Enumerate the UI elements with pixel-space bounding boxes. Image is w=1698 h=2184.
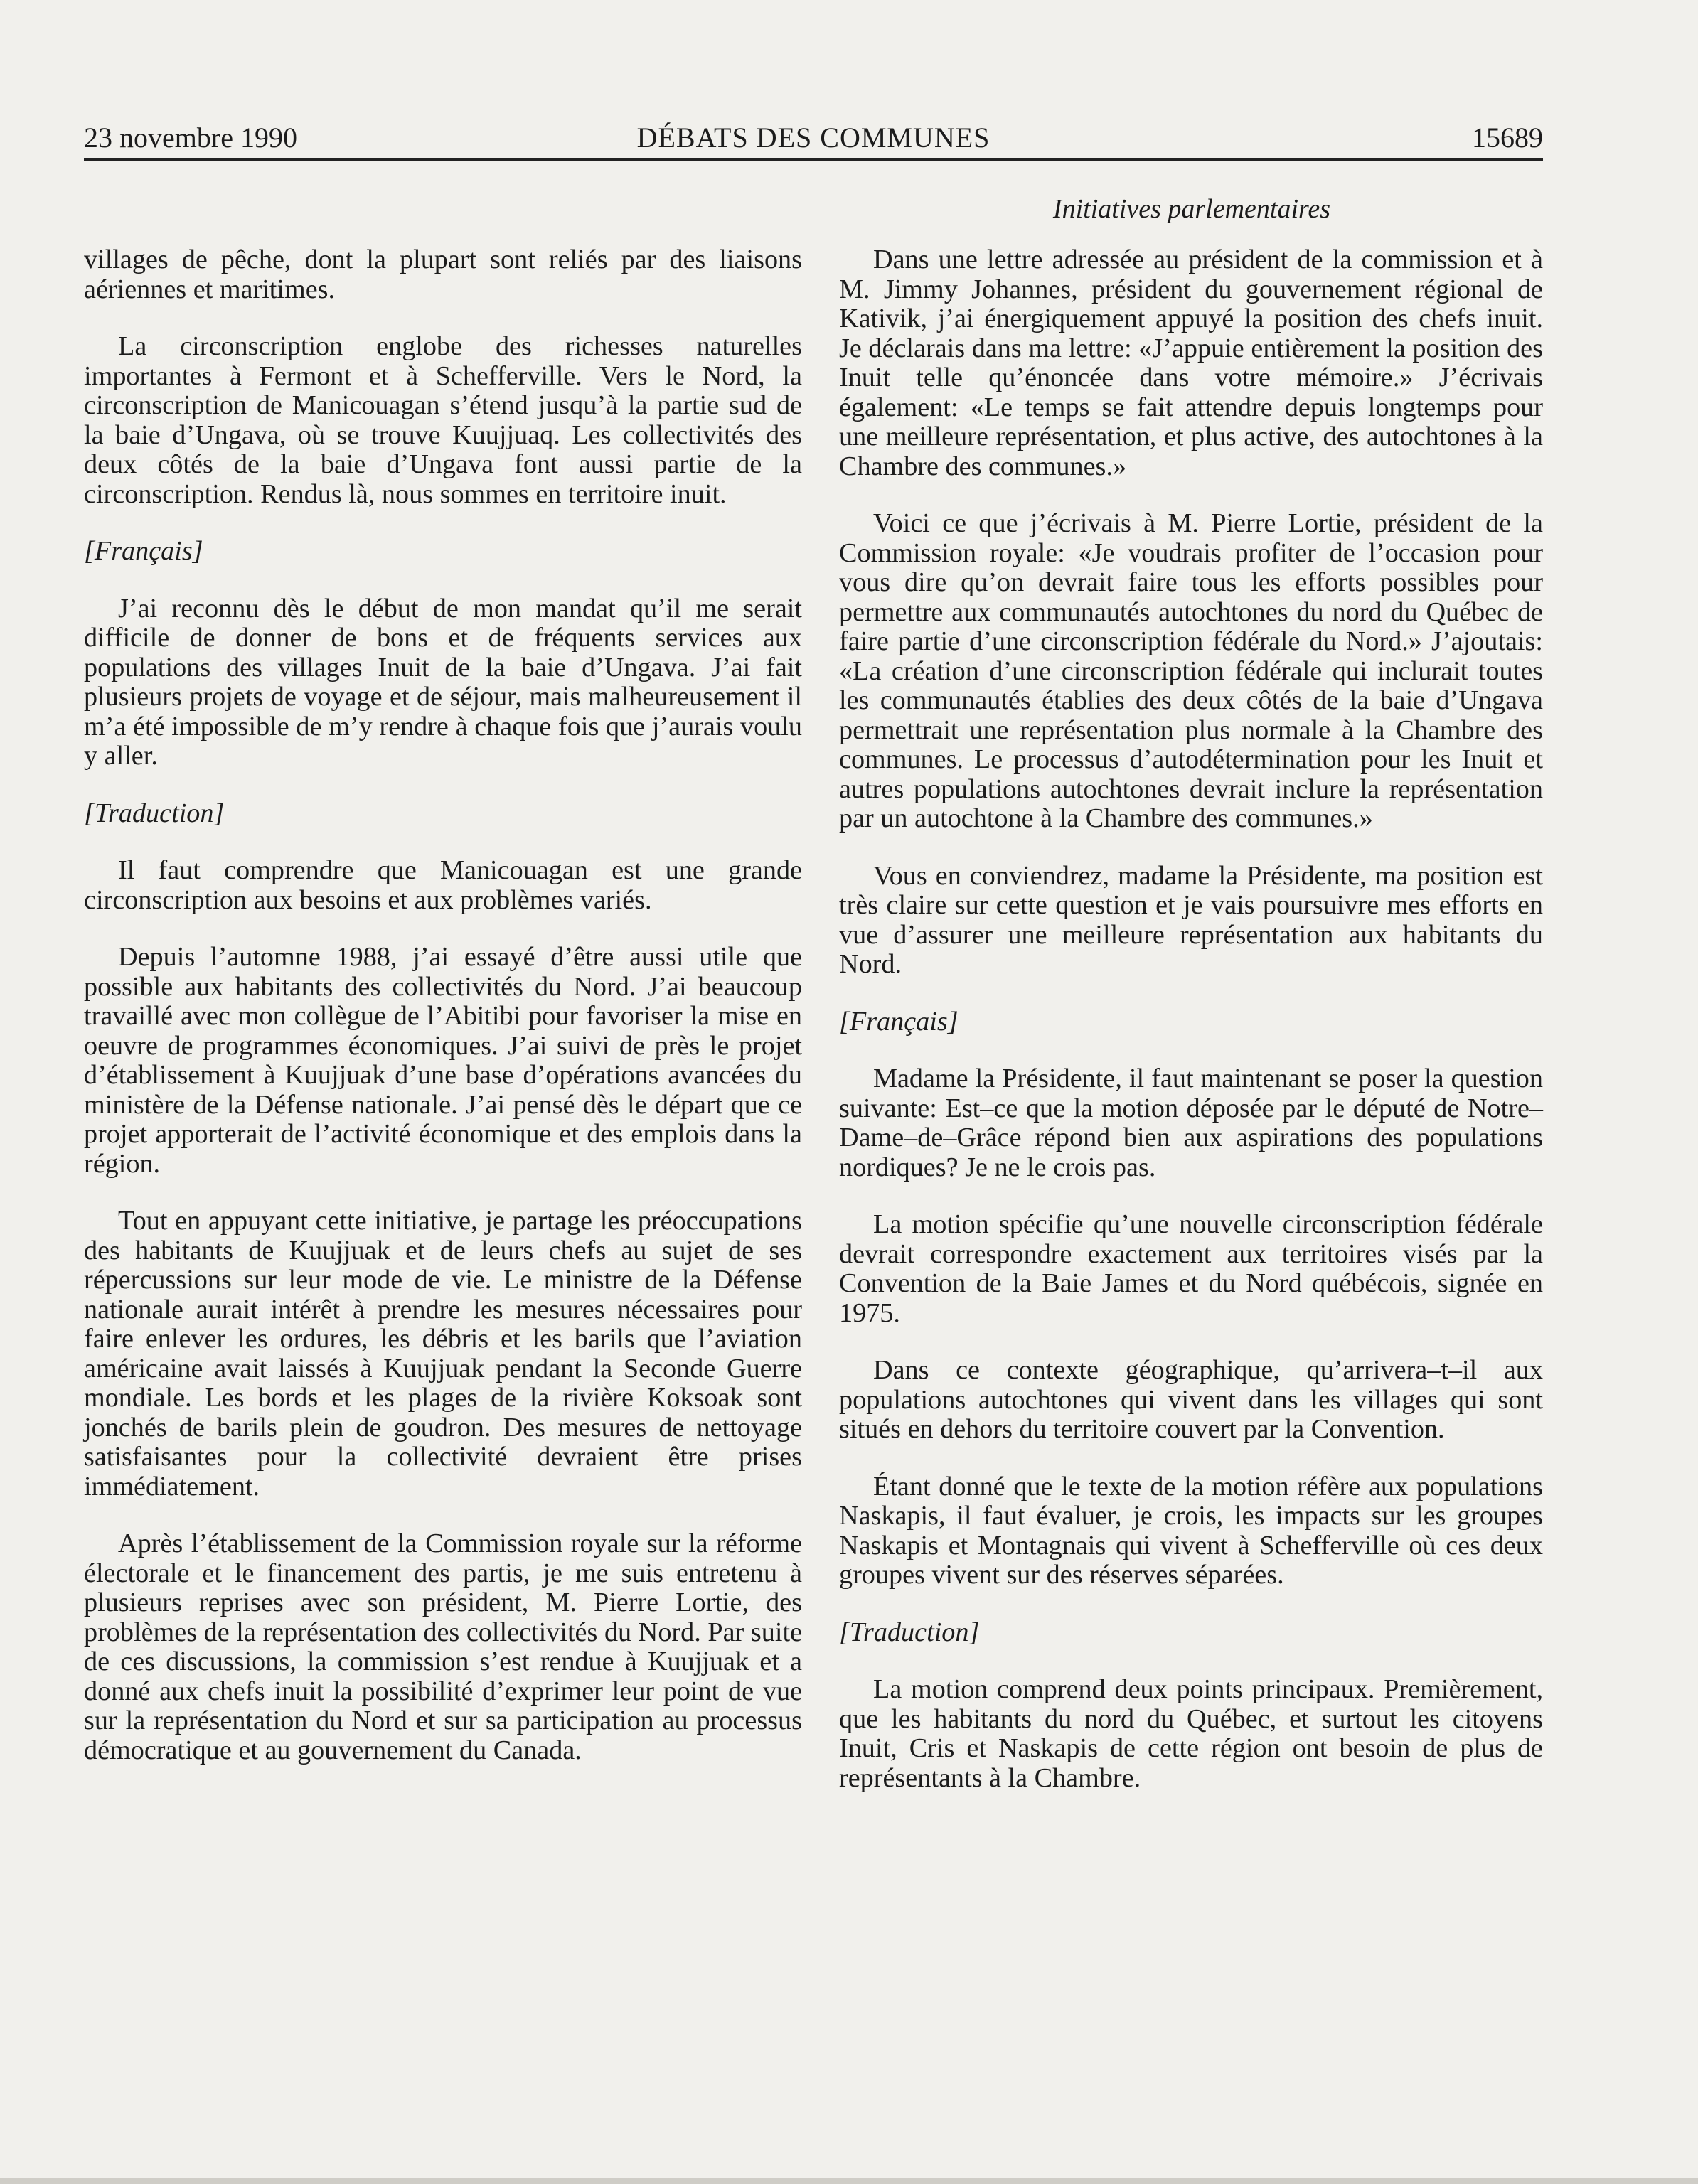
left-column [84,245,802,1793]
paragraph: Madame la Présidente, il faut maintenant se poser la question suivante: Est–ce que la motion déposée par le député de Notre–Dame–de–Grâce répond bien aux aspirations des populations nordiques? Je ne le crois pas. [839,1064,1543,1182]
paragraph: Dans une lettre adressée au président de la commission et à M. Jimmy Johannes, président du gouvernement régional de Kativik, j’ai énergiquement appuyé la position des chefs inuit. Je déclarais dans ma lettre: «J’appuie entièrement la position des Inuit telle qu’énoncée dans votre mémoire.» J’écrivais également: «Le temps se fait attendre depuis longtemps pour une meilleure représentation, et plus active, des autochtones à la Chambre des communes.» [839,245,1543,481]
paragraph: Dans ce contexte géographique, qu’arrivera–t–il aux populations autochtones qui vivent dans les villages qui sont situés en dehors du territoire couvert par la Convention. [839,1355,1543,1444]
paragraph: Après l’établissement de la Commission royale sur la réforme électorale et le financement des partis, je me suis entretenu à plusieurs reprises avec son président, M. Pierre Lortie, des problèmes de la représentation des collectivités du Nord. Par suite de ces discussions, la commission s’est rendue à Kuujjuak et a donné aux chefs inuit la possibilité d’exprimer leur point de vue sur la représentation du Nord et sur sa participation au processus démocratique et au gouvernement du Canada. [84,1529,802,1765]
paragraph: La circonscription englobe des richesses naturelles importantes à Fermont et à Schefferville. Vers le Nord, la circonscription de Manicouagan s’étend jusqu’à la partie sud de la baie d’Ungava, où se trouve Kuujjuaq. Les collectivités des deux côtés de la baie d’Ungava font aussi partie de la circonscription. Rendus là, nous sommes en territoire inuit. [84,331,802,509]
paragraph: Voici ce que j’écrivais à M. Pierre Lortie, président de la Commission royale: «Je voudrais profiter de l’occasion pour vous dire qu’on devrait faire tous les efforts possibles pour permettre aux communautés autochtones du nord du Québec de faire partie d’une circonscription fédérale du Nord.» J’ajoutais: «La création d’une circonscription fédérale qui inclurait toutes les communautés établies des deux côtés de la baie d’Ungava permettrait une représentation plus normale à la Chambre des communes. Le processus d’autodétermination pour les Inuit et autres populations autochtones devrait inclure la représentation par un autochtone à la Chambre des communes.» [839,508,1543,833]
paragraph: La motion spécifie qu’une nouvelle circonscription fédérale devrait correspondre exactement aux territoires visés par la Convention de la Baie James et du Nord québécois, signée en 1975. [839,1209,1543,1328]
paragraph: La motion comprend deux points principaux. Premièrement, que les habitants du nord du Québec, et surtout les citoyens Inuit, Cris et Naskapis de cette région ont besoin de plus de représentants à la Chambre. [839,1674,1543,1793]
paragraph: Vous en conviendrez, madame la Présidente, ma position est très claire sur cette question et je vais poursuivre mes efforts en vue d’assurer une meilleure représentation aux habitants du Nord. [839,860,1543,979]
paragraph: J’ai reconnu dès le début de mon mandat qu’il me serait difficile de donner de bons et de fréquents services aux populations des villages Inuit de la baie d’Ungava. J’ai fait plusieurs projets de voyage et de séjour, mais malheureusement il m’a été impossible de m’y rendre à chaque fois que j’aurais voulu y aller. [84,593,802,771]
right-column [839,245,1543,1821]
section-label: Initiatives parlementaires [1052,194,1331,224]
paragraph: Depuis l’automne 1988, j’ai essayé d’être aussi utile que possible aux habitants des collectivités du Nord. J’ai beaucoup travaillé avec mon collègue de l’Abitibi pour favoriser la mise en oeuvre de programmes économiques. J’ai suivi de près le projet d’établissement à Kuujjuak d’une base d’opérations avancées du ministère de la Défense nationale. J’ai pensé dès le départ que ce projet apporterait de l’activité économique et des emplois dans la région. [84,942,802,1179]
header-date: 23 novembre 1990 [84,122,297,154]
paragraph: villages de pêche, dont la plupart sont reliés par des liaisons aériennes et maritimes. [84,245,802,304]
language-tag: [Français] [839,1006,959,1037]
paragraph: Étant donné que le texte de la motion réfère aux populations Naskapis, il faut évaluer, je crois, les impacts sur les groupes Naskapis et Montagnais qui vivent à Schefferville où ces deux groupes vivent sur des réserves séparées. [839,1471,1543,1590]
page-header [84,114,1543,161]
paragraph: Tout en appuyant cette initiative, je partage les préoccupations des habitants de Kuujjuak et de leurs chefs au sujet de ses répercussions sur leur mode de vie. Le ministre de la Défense nationale aurait intérêt à prendre les mesures nécessaires pour faire enlever les ordures, les débris et les barils que l’aviation américaine avait laissés à Kuujjuak pendant la Seconde Guerre mondiale. Les bords et les plages de la rivière Koksoak sont jonchés de barils plein de goudron. Des mesures de nettoyage satisfaisantes pour la collectivité devraient être prises immédiatement. [84,1206,802,1502]
language-tag: [Français] [84,536,203,566]
header-page-number: 15689 [1472,122,1543,154]
language-tag: [Traduction] [839,1617,980,1647]
paragraph: Il faut comprendre que Manicouagan est une grande circonscription aux besoins et aux problèmes variés. [84,855,802,915]
header-title: DÉBATS DES COMMUNES [636,122,990,154]
language-tag: [Traduction] [84,798,225,828]
page-bottom-edge [0,2178,1698,2184]
